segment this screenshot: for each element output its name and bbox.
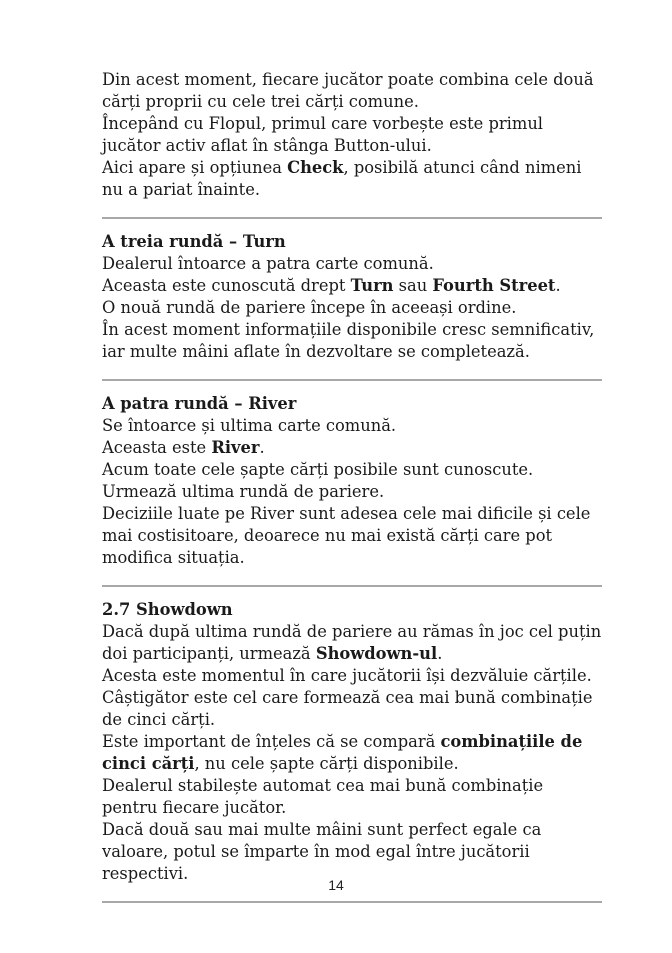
bold-term: Showdown-ul [315, 644, 438, 663]
bold-term: combinațiile de cinci cărți [102, 732, 583, 773]
bold-term: River [211, 438, 260, 457]
section-divider [102, 585, 602, 587]
text-run: . [555, 276, 561, 295]
showdown-paragraph [102, 731, 602, 775]
section-heading-river: A patra rundă – River [102, 394, 297, 413]
section-divider [102, 901, 602, 903]
turn-paragraph: O nouă rundă de pariere începe în aceeași ordine. [102, 298, 517, 317]
turn-paragraph: Dealerul întoarce a patra carte comună. [102, 254, 434, 273]
text-run: Aceasta este cunoscută drept [102, 276, 351, 295]
bold-term: Check [287, 158, 344, 177]
river-paragraph: Acum toate cele șapte cărți posibile sunt cunoscute. [102, 460, 534, 479]
section-heading-turn: A treia rundă – Turn [102, 232, 286, 251]
section-divider [102, 217, 602, 219]
text-run: Aceasta este [102, 438, 212, 457]
river-paragraph: Urmează ultima rundă de pariere. [102, 482, 385, 501]
showdown-paragraph: Dacă două sau mai multe mâini sunt perfect egale ca valoare, potul se împarte în mod egal între jucătorii respectivi. [102, 820, 542, 883]
text-run: , nu cele șapte cărți disponibile. [194, 754, 459, 773]
text-run: . [259, 438, 265, 457]
section-heading-showdown: 2.7 Showdown [102, 600, 233, 619]
showdown-paragraph [102, 621, 602, 665]
check-paragraph [102, 157, 602, 201]
text-run: Dacă după ultima rundă de pariere au rămas în joc cel puțin doi participanți, urmează [102, 622, 602, 663]
turn-paragraph: În acest moment informațiile disponibile cresc semnificativ, iar multe mâini aflate în dezvoltare se completează. [102, 320, 595, 361]
text-run: Aici apare și opțiunea [102, 158, 288, 177]
bold-term: Turn [350, 276, 394, 295]
turn-paragraph [102, 275, 602, 297]
river-paragraph [102, 437, 602, 459]
text-run: . [437, 644, 443, 663]
text-run: Este important de înțeles că se compară [102, 732, 441, 751]
section-divider [102, 379, 602, 381]
showdown-paragraph: Dealerul stabilește automat cea mai bună combinație pentru fiecare jucător. [102, 776, 544, 817]
intro-paragraph: Începând cu Flopul, primul care vorbește este primul jucător activ aflat în stânga Button-ului. [102, 114, 544, 155]
showdown-paragraph: Câștigător este cel care formează cea mai bună combinație de cinci cărți. [102, 688, 593, 729]
page-body [102, 69, 602, 915]
text-run: sau [393, 276, 433, 295]
river-paragraph: Se întoarce și ultima carte comună. [102, 416, 397, 435]
bold-term: Fourth Street [432, 276, 556, 295]
text-run: , posibilă atunci când nimeni nu a pariat înainte. [102, 158, 582, 199]
river-paragraph: Deciziile luate pe River sunt adesea cele mai dificile și cele mai costisitoare, deoarece nu mai există cărți care pot modifica situația. [102, 504, 591, 567]
showdown-paragraph: Acesta este momentul în care jucătorii își dezvăluie cărțile. [102, 666, 592, 685]
intro-paragraph: Din acest moment, fiecare jucător poate combina cele două cărți proprii cu cele trei cărți comune. [102, 70, 594, 111]
page-number: 14 [328, 877, 344, 893]
